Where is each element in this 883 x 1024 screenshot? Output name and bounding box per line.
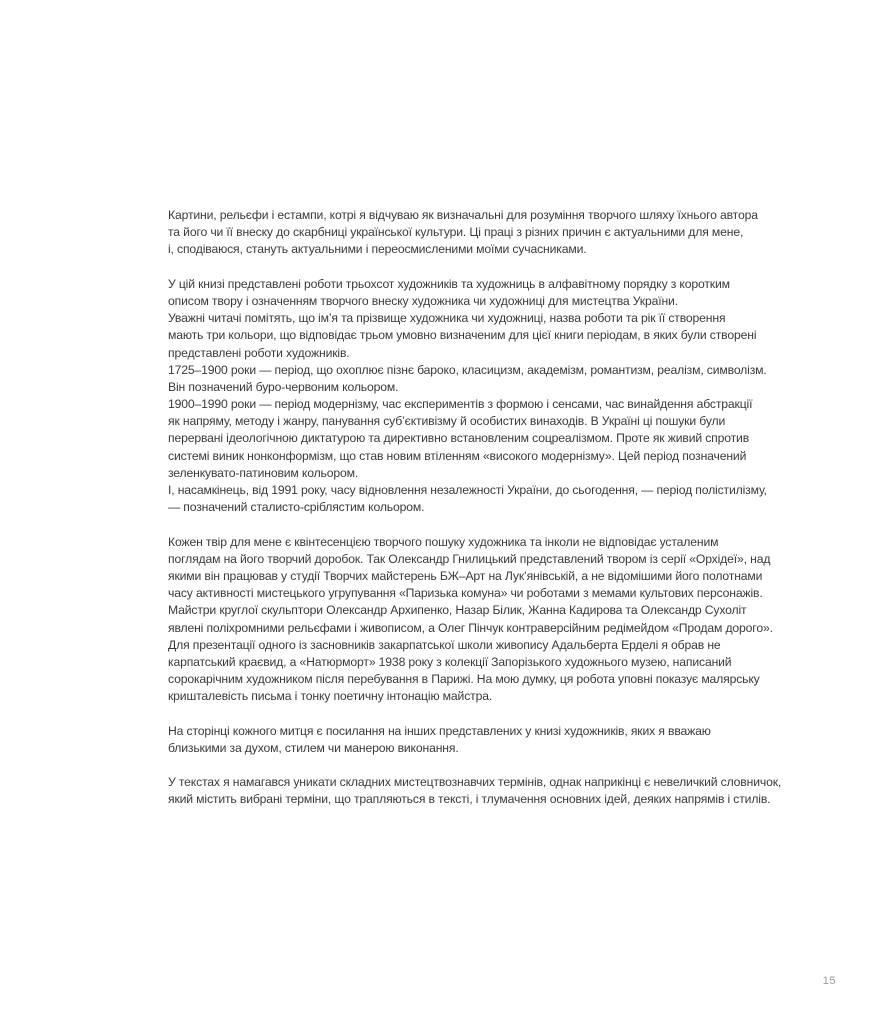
text-line: якими він працював у студії Творчих майстерень БЖ–Арт на Лук’янівській, а не відомішими його полотнами: [168, 568, 763, 583]
text-line: Кожен твір для мене є квінтесенцією творчого пошуку художника та інколи не відповідає усталеним: [168, 534, 719, 549]
text-line: Картини, рельєфи і естампи, котрі я відчуваю як визначальні для розуміння творчого шляху їхнього автора: [168, 208, 758, 222]
paragraph-glossary: [168, 774, 808, 808]
text-line: 1725–1900 роки — період, що охоплює пізнє бароко, класицизм, академізм, романтизм, реалізм, символізм.: [168, 362, 767, 377]
text-line: як напряму, методу і жанру, панування суб’єктивізму й особистих винаходів. В Україні ці пошуки були: [168, 414, 726, 429]
text-line: Майстри круглої скульптори Олександр Архипенко, Назар Білик, Жанна Кадирова та Олександр Сухоліт: [168, 603, 747, 618]
text-line: Він позначений буро-червоним кольором.: [168, 379, 399, 394]
text-line: та його чи її внеску до скарбниці української культури. Ці праці з різних причин є актуальними для мене,: [168, 225, 744, 240]
text-line: і, сподіваюся, стануть актуальними і переосмисленими моїми сучасниками.: [168, 242, 587, 257]
text-line: І, насамкінець, від 1991 року, часу відновлення незалежності України, до сьогодення, — період полістилізму,: [168, 483, 767, 497]
text-line: системі виник нонконформізм, що став новим втіленням «високого модернізму». Цей період позначений: [168, 448, 747, 463]
text-line: часу активності мистецького угрупування «Паризька комуна» чи роботами з мемами культових персонажів.: [168, 586, 763, 601]
paragraph-intro: [168, 207, 808, 259]
text-line: карпатський краєвид, а «Натюрморт» 1938 року з колекції Запорізького художнього музею, написаний: [168, 654, 732, 669]
text-line: У цій книзі представлені роботи трьохсот художників та художниць в алфавітному порядку з коротким: [168, 276, 730, 291]
text-line: У текстах я намагався уникати складних мистецтвознавчих термінів, однак наприкінці є невеличкий словничок,: [168, 775, 782, 790]
text-line: близькими за духом, стилем чи манерою виконання.: [168, 740, 459, 755]
body-text: [168, 207, 808, 826]
paragraph-references: [168, 723, 808, 757]
text-line: мають три кольори, що відповідає трьом умовно визначеним для цієї книги періодам, в яких були створені: [168, 328, 757, 343]
text-line: 1900–1990 роки — період модернізму, час експериментів з формою і сенсами, час винайдення абстракції: [168, 397, 753, 412]
text-line: Уважні читачі помітять, що ім’я та прізвище художника чи художниці, назва роботи та рік її створення: [168, 311, 726, 326]
page-number: 15: [822, 975, 836, 987]
text-line: Для презентації одного із засновників закарпатської школи живопису Адальберта Ерделі я обрав не: [168, 637, 721, 652]
text-line: сорокарічним художником після перебування в Парижі. На мою думку, ця робота уповні показує малярську: [168, 672, 760, 687]
text-line: представлені роботи художників.: [168, 345, 350, 360]
text-line: зеленкувато-патиновим кольором.: [168, 465, 359, 480]
text-line: поглядам на його творчий доробок. Так Олександр Гнилицький представлений твором із серії «Орхідеї», над: [168, 551, 771, 566]
text-line: кришталевість письма і тонку поетичну інтонацію майстра.: [168, 689, 493, 704]
paragraph-periods: [168, 276, 808, 517]
text-line: На сторінці кожного митця є посилання на інших представлених у книзі художників, яких я вважаю: [168, 723, 711, 738]
text-line: явлені поліхромними рельєфами і живописом, а Олег Пінчук контраверсійним редімейдом «Продам дорого».: [168, 620, 773, 635]
paragraph-selection: [168, 534, 808, 706]
text-line: описом твору і означенням творчого внеску художника чи художниці для мистецтва України.: [168, 293, 678, 308]
text-line: — позначений сталисто-сріблястим кольором.: [168, 500, 425, 515]
text-line: який містить вибрані терміни, що трапляються в тексті, і тлумачення основних ідей, деяких напрямів і стилів.: [168, 792, 771, 807]
text-line: перервані ідеологічною диктатурою та директивно встановленим соцреалізмом. Проте як живий спротив: [168, 431, 750, 446]
